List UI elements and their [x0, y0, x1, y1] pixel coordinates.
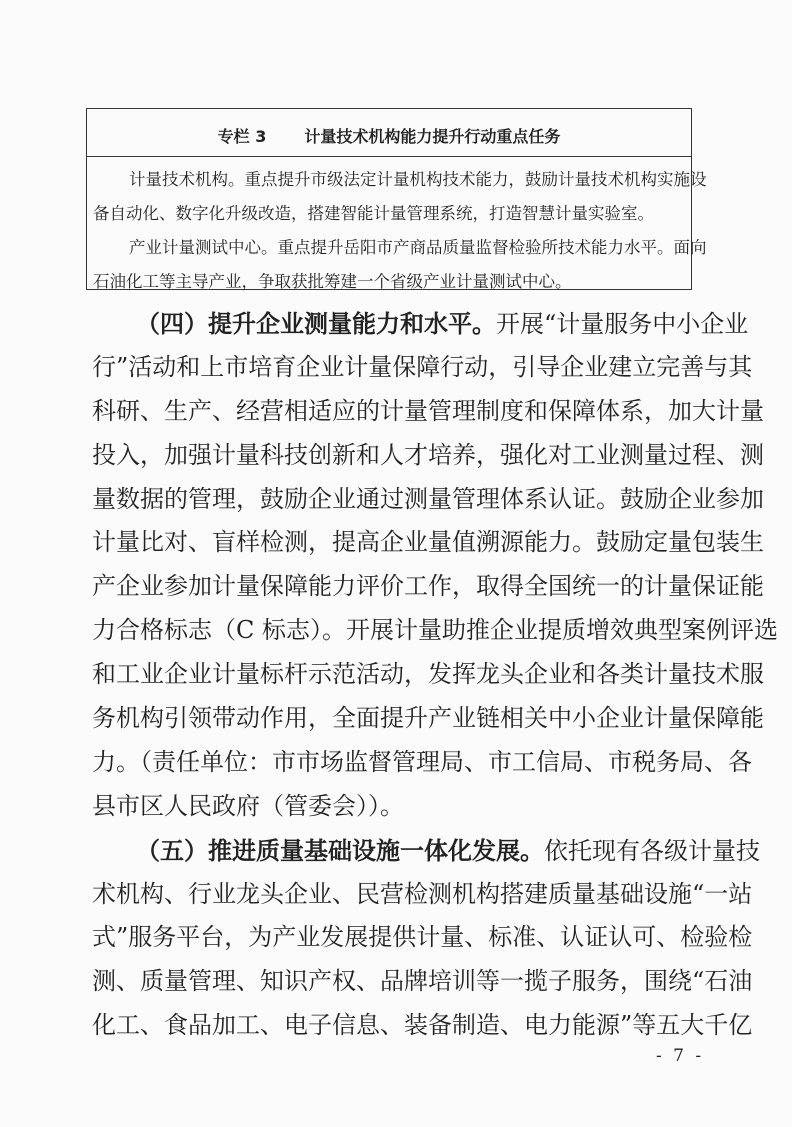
- text-line: 化工、食品加工、电子信息、装备制造、电力能源”等五大千亿: [92, 1011, 753, 1040]
- page-number: - 7 -: [656, 1046, 705, 1066]
- text-line: 行”活动和上市培育企业计量保障行动，引导企业建立完善与其: [92, 352, 753, 381]
- text-line: 科研、生产、经营相适应的计量管理制度和保障体系，加大计量: [92, 396, 764, 425]
- column-box-title: [87, 124, 691, 147]
- box-line: 计量技术机构。重点提升市级法定计量机构技术能力，鼓励计量技术机构实施设: [129, 170, 707, 189]
- text-line: 力合格标志（C 标志）。开展计量助推企业提质增效典型案例评选: [92, 616, 778, 645]
- section-4-text: 开展“计量服务中小企业: [496, 310, 749, 338]
- box-line: 石油化工等主导产业，争取获批筹建一个省级产业计量测试中心。: [93, 272, 572, 291]
- text-line: 产企业参加计量保障能力评价工作，取得全国统一的计量保证能: [92, 572, 764, 601]
- section-5-heading: （五）推进质量基础设施一体化发展。: [136, 835, 544, 865]
- text-line: 式”服务平台，为产业发展提供计量、标准、认证认可、检验检: [92, 923, 753, 952]
- box-line: 备自动化、数字化升级改造，搭建智能计量管理系统，打造智慧计量实验室。: [93, 204, 654, 223]
- body-text: [92, 302, 778, 1048]
- text-line: 和工业企业计量标杆示范活动，发挥龙头企业和各类计量技术服: [92, 660, 764, 689]
- text-line: 务机构引领带动作用，全面提升产业链相关中小企业计量保障能: [92, 704, 764, 733]
- section-4-heading: （四）提升企业测量能力和水平。: [136, 309, 496, 338]
- text-line: 计量比对、盲样检测，提高企业量值溯源能力。鼓励定量包装生: [92, 528, 764, 557]
- section-5-text: 依托现有各级计量技: [544, 836, 760, 865]
- text-line: 量数据的管理，鼓励企业通过测量管理体系认证。鼓励企业参加: [92, 484, 764, 513]
- column-box: [86, 108, 707, 291]
- section-5-first-line: [92, 829, 760, 873]
- section-4-first-line: [92, 302, 749, 346]
- text-line: 投入，加强计量科技创新和人才培养，强化对工业测量过程、测: [92, 440, 764, 469]
- column-title: 计量技术机构能力提升行动重点任务: [304, 127, 561, 146]
- text-line: 术机构、行业龙头企业、民营检测机构搭建质量基础设施“一站: [92, 879, 753, 908]
- column-box-body: [87, 157, 707, 299]
- text-line: 县市区人民政府（管委会））。: [92, 791, 404, 820]
- column-label: 专栏 3: [217, 127, 267, 146]
- box-line: 产业计量测试中心。重点提升岳阳市产商品质量监督检验所技术能力水平。面向: [129, 238, 707, 257]
- text-line: 力。（责任单位：市市场监督管理局、市工信局、市税务局、各: [92, 747, 752, 776]
- text-line: 测、质量管理、知识产权、品牌培训等一揽子服务，围绕“石油: [92, 967, 753, 996]
- column-box-header: [87, 109, 691, 157]
